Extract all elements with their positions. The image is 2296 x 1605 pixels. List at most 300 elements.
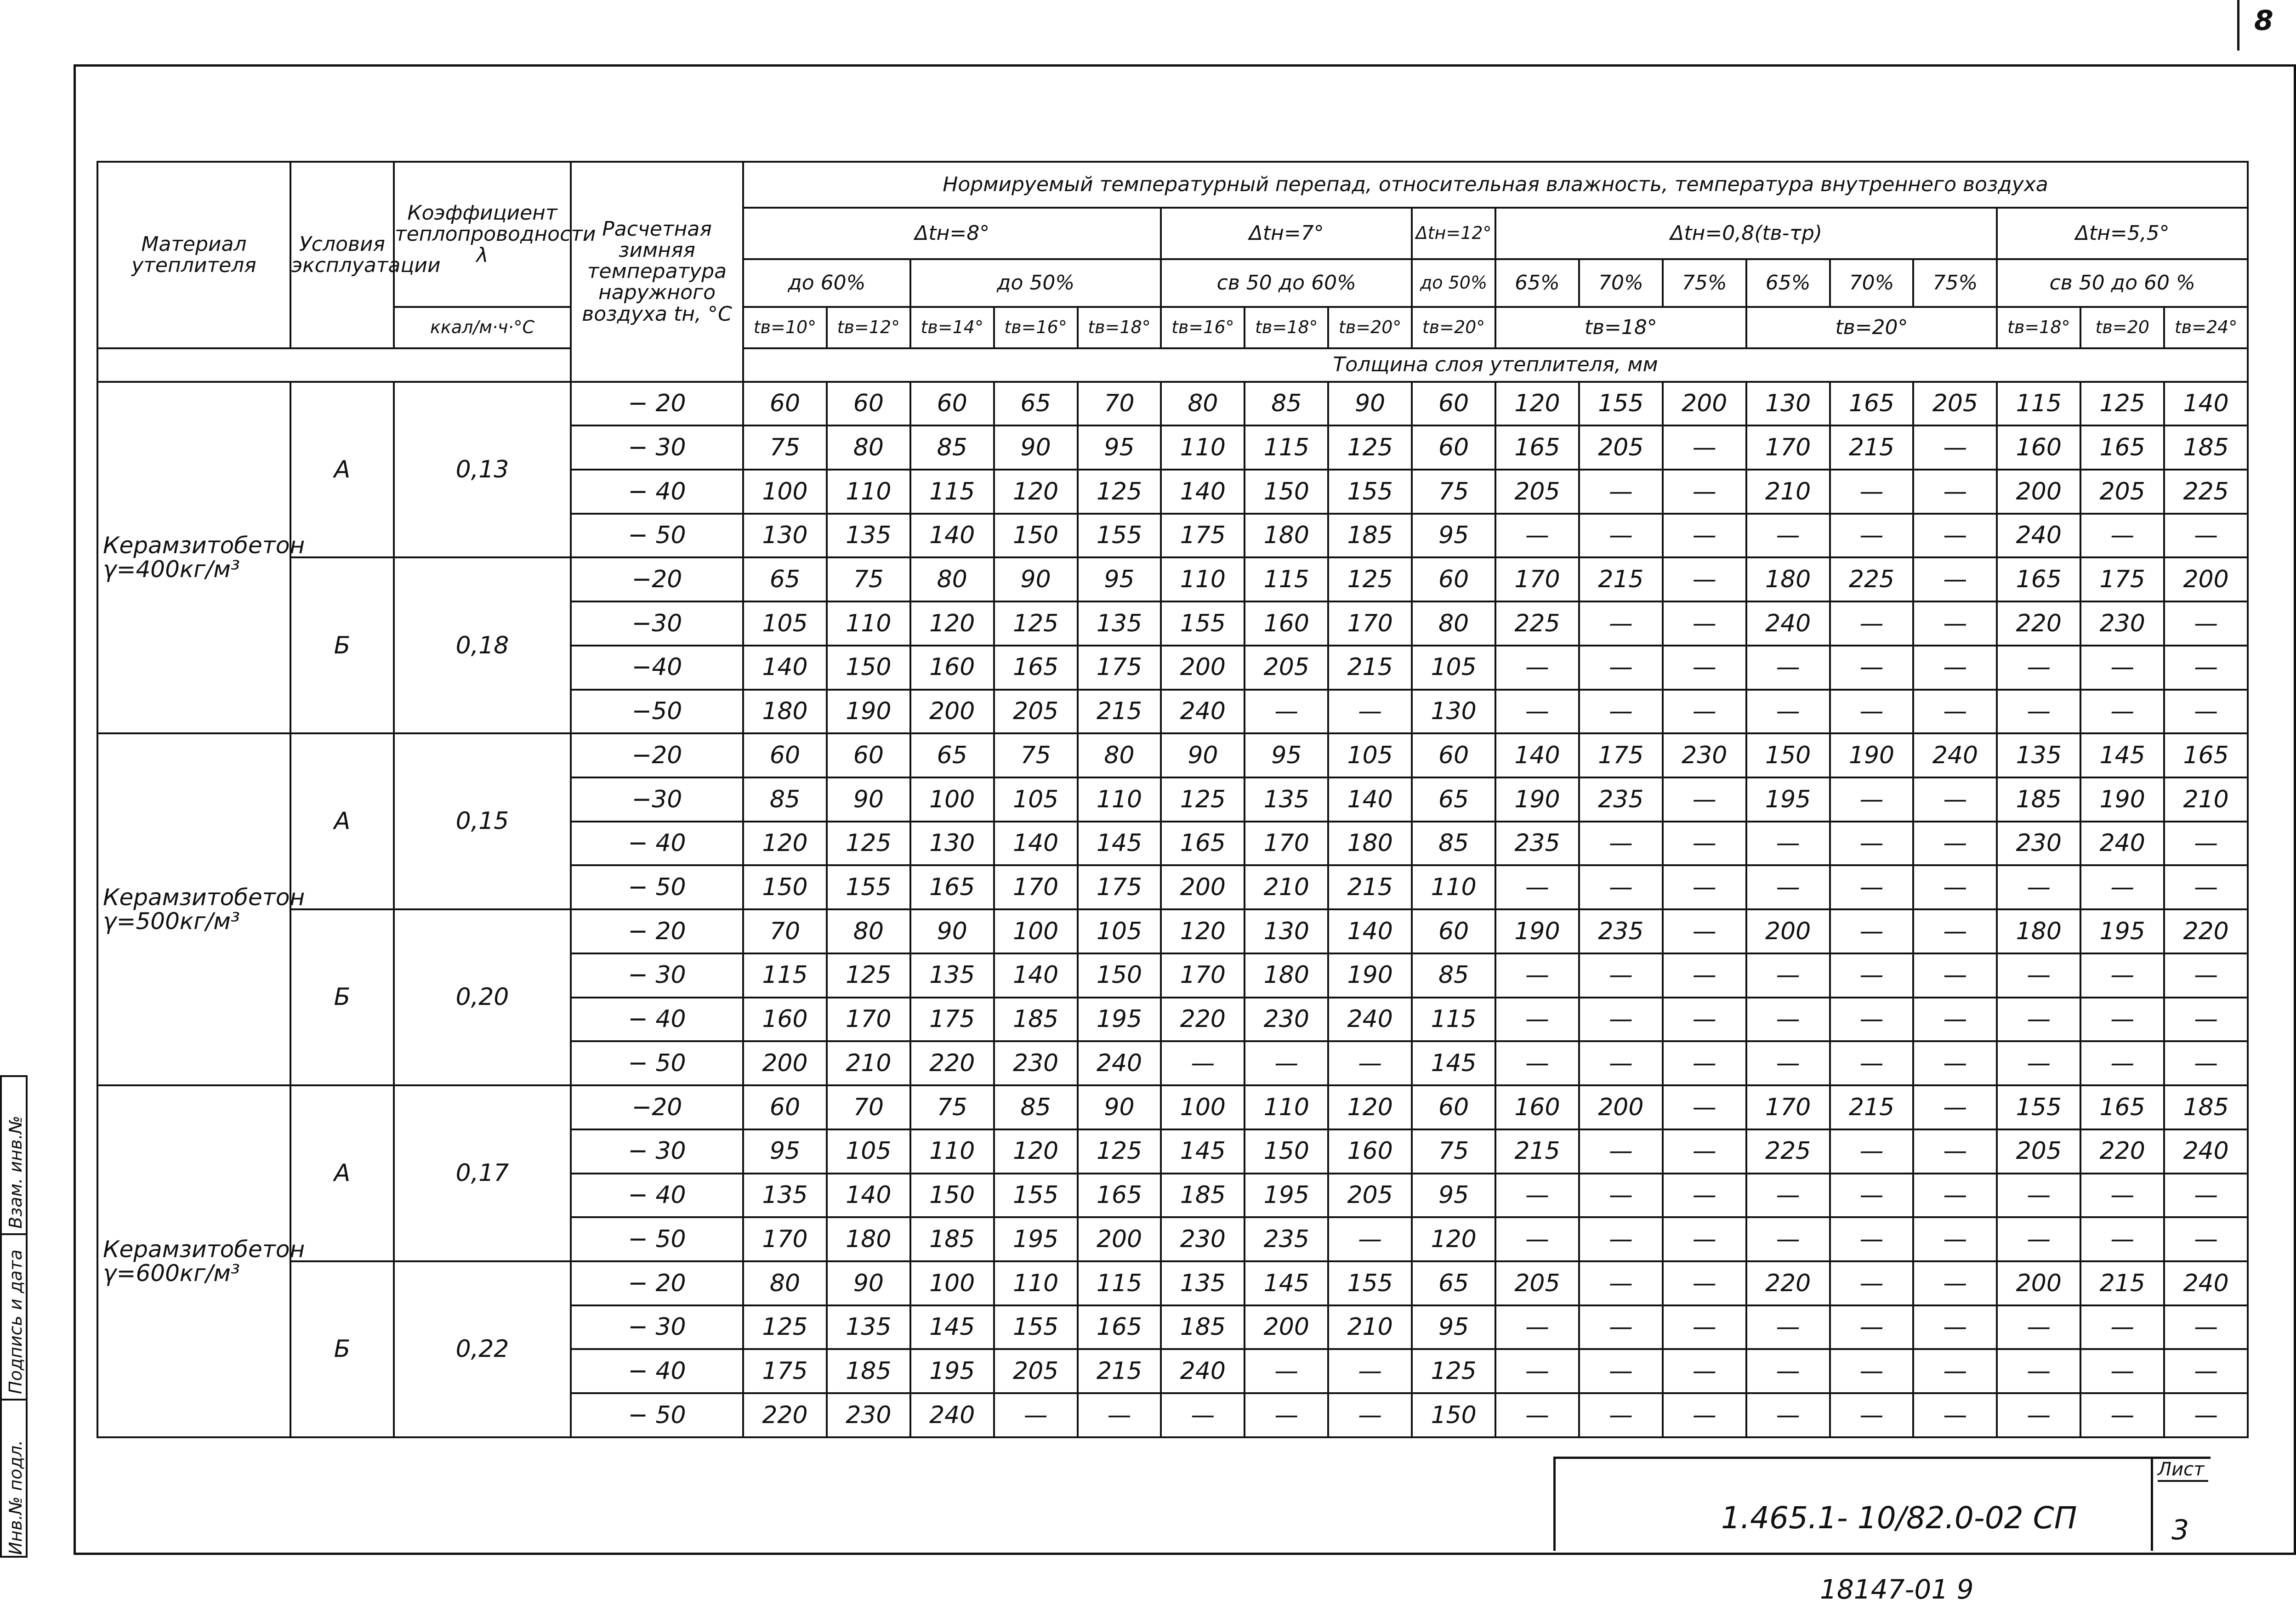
thickness-cell: 100 <box>994 909 1078 953</box>
thickness-cell: 140 <box>827 1174 910 1218</box>
thickness-cell: 90 <box>1328 382 1412 426</box>
thickness-cell: 110 <box>1161 557 1245 601</box>
thickness-cell: — <box>1579 1217 1663 1261</box>
thickness-cell: — <box>1830 470 1914 514</box>
thickness-cell: 215 <box>1078 1349 1161 1393</box>
thickness-cell: 145 <box>1161 1129 1245 1174</box>
thickness-cell: 125 <box>994 601 1078 646</box>
thickness-cell: 125 <box>1412 1349 1495 1393</box>
thickness-cell: 165 <box>1161 822 1245 866</box>
thickness-cell: 140 <box>994 953 1078 998</box>
top-edge-line <box>2237 0 2239 51</box>
thickness-cell: 90 <box>994 557 1078 601</box>
thickness-cell: — <box>1663 865 1746 909</box>
thickness-cell: — <box>2080 1041 2164 1085</box>
thickness-cell: — <box>1997 865 2080 909</box>
design-temperature: − 40 <box>571 1349 743 1393</box>
conductivity-value: 0,20 <box>394 909 571 1085</box>
thickness-cell: — <box>1579 998 1663 1042</box>
thickness-cell: 240 <box>1161 690 1245 734</box>
thickness-cell: 140 <box>1161 470 1245 514</box>
operating-condition: А <box>290 382 394 558</box>
thickness-cell: — <box>1579 822 1663 866</box>
thickness-cell: — <box>1663 1129 1746 1174</box>
thickness-cell: — <box>1830 1261 1914 1305</box>
thickness-cell: 125 <box>1328 425 1412 470</box>
thickness-cell: — <box>2164 646 2248 690</box>
thickness-cell: 175 <box>1078 646 1161 690</box>
thickness-cell: — <box>1830 1174 1914 1218</box>
thickness-cell: 140 <box>1328 909 1412 953</box>
thickness-cell: 215 <box>2080 1261 2164 1305</box>
thickness-cell: 125 <box>1078 1129 1161 1174</box>
thickness-cell: 65 <box>1412 777 1495 822</box>
thickness-cell: — <box>1579 1129 1663 1174</box>
thickness-cell: 210 <box>1245 865 1328 909</box>
thickness-cell: 60 <box>910 382 994 426</box>
thickness-cell: 120 <box>994 470 1078 514</box>
thickness-cell: 240 <box>1161 1349 1245 1393</box>
thickness-cell: — <box>1328 1393 1412 1437</box>
humidity-75a: 75% <box>1663 259 1746 307</box>
thickness-cell: — <box>1328 1349 1412 1393</box>
thickness-cell: 205 <box>994 1349 1078 1393</box>
thickness-cell: 160 <box>910 646 994 690</box>
thickness-cell: 115 <box>1078 1261 1161 1305</box>
thickness-cell: — <box>2164 865 2248 909</box>
humidity-65b: 65% <box>1746 259 1830 307</box>
page-mark: 8 <box>2254 5 2273 37</box>
thickness-cell: — <box>1663 601 1746 646</box>
thickness-cell: 60 <box>1412 382 1495 426</box>
thickness-cell: — <box>2080 690 2164 734</box>
thickness-cell: — <box>1579 470 1663 514</box>
thickness-cell: 160 <box>1328 1129 1412 1174</box>
conductivity-value: 0,15 <box>394 733 571 909</box>
thickness-cell: — <box>1913 470 1997 514</box>
thickness-cell: 125 <box>743 1305 827 1350</box>
sheet-number: 3 <box>2171 1514 2189 1546</box>
thickness-cell: — <box>1495 998 1579 1042</box>
thickness-cell: 60 <box>743 1085 827 1129</box>
table-row <box>97 733 2248 777</box>
thickness-cell: — <box>1663 1261 1746 1305</box>
thickness-cell: — <box>2080 646 2164 690</box>
thickness-cell: 240 <box>910 1393 994 1437</box>
thickness-cell: — <box>1161 1393 1245 1437</box>
temp-col-8: tв=20° <box>1328 307 1412 348</box>
thickness-cell: 185 <box>2164 425 2248 470</box>
header-coefficient-text: Коэффициент теплопроводности <box>395 201 596 246</box>
thickness-cell: 95 <box>1412 1305 1495 1350</box>
thickness-cell: 105 <box>1078 909 1161 953</box>
thickness-cell: 205 <box>2080 470 2164 514</box>
thickness-cell: — <box>1579 1174 1663 1218</box>
thickness-cell: 170 <box>827 998 910 1042</box>
thickness-cell: 220 <box>2164 909 2248 953</box>
thickness-cell: 105 <box>743 601 827 646</box>
thickness-cell: 70 <box>827 1085 910 1129</box>
thickness-cell: 105 <box>1412 646 1495 690</box>
thickness-cell: 60 <box>827 733 910 777</box>
thickness-cell: 135 <box>1245 777 1328 822</box>
thickness-cell: — <box>1663 514 1746 558</box>
thickness-cell: 215 <box>1830 425 1914 470</box>
design-temperature: −20 <box>571 557 743 601</box>
operating-condition: А <box>290 1085 394 1261</box>
thickness-cell: 230 <box>2080 601 2164 646</box>
thickness-cell: 230 <box>1161 1217 1245 1261</box>
group-dt12: Δtн=12° <box>1412 208 1495 259</box>
thickness-cell: 145 <box>1245 1261 1328 1305</box>
thickness-cell: 185 <box>827 1349 910 1393</box>
thickness-cell: — <box>1913 1085 1997 1129</box>
thickness-cell: — <box>1830 690 1914 734</box>
thickness-cell: — <box>2080 1217 2164 1261</box>
thickness-cell: 215 <box>1495 1129 1579 1174</box>
humidity-50: до 50% <box>910 259 1161 307</box>
thickness-cell: 210 <box>1328 1305 1412 1350</box>
thickness-cell: — <box>1746 690 1830 734</box>
thickness-cell: 200 <box>1078 1217 1161 1261</box>
thickness-cell: — <box>1495 1393 1579 1437</box>
thickness-cell: — <box>1830 514 1914 558</box>
thickness-cell: 150 <box>910 1174 994 1218</box>
thickness-cell: 90 <box>994 425 1078 470</box>
thickness-cell: 190 <box>2080 777 2164 822</box>
thickness-cell: 90 <box>1161 733 1245 777</box>
thickness-cell: 85 <box>1412 822 1495 866</box>
conductivity-value: 0,17 <box>394 1085 571 1261</box>
thickness-cell: 125 <box>1078 470 1161 514</box>
thickness-cell: — <box>994 1393 1078 1437</box>
thickness-cell: 215 <box>1328 646 1412 690</box>
humidity-70b: 70% <box>1830 259 1914 307</box>
thickness-cell: 220 <box>743 1393 827 1437</box>
thickness-cell: — <box>1245 1393 1328 1437</box>
thickness-cell: 110 <box>827 601 910 646</box>
thickness-cell: 165 <box>1078 1305 1161 1350</box>
thickness-cell: — <box>1746 646 1830 690</box>
material-name: Керамзитобетон γ=600кг/м³ <box>97 1085 290 1437</box>
thickness-cell: — <box>1746 865 1830 909</box>
thickness-cell: 165 <box>2164 733 2248 777</box>
thickness-cell: — <box>2164 1305 2248 1350</box>
thickness-cell: 85 <box>1245 382 1328 426</box>
thickness-cell: — <box>1746 822 1830 866</box>
thickness-cell: 200 <box>2164 557 2248 601</box>
thickness-cell: 200 <box>1997 1261 2080 1305</box>
thickness-cell: 220 <box>2080 1129 2164 1174</box>
thickness-cell: 120 <box>994 1129 1078 1174</box>
thickness-cell: 95 <box>1078 425 1161 470</box>
thickness-cell: 175 <box>910 998 994 1042</box>
thickness-cell: — <box>1579 1349 1663 1393</box>
thickness-cell: — <box>1913 1305 1997 1350</box>
thickness-cell: 165 <box>910 865 994 909</box>
thickness-cell: 80 <box>743 1261 827 1305</box>
thickness-cell: 130 <box>1746 382 1830 426</box>
thickness-cell: 155 <box>1161 601 1245 646</box>
thickness-cell: 170 <box>1746 425 1830 470</box>
thickness-cell: — <box>1913 1217 1997 1261</box>
thickness-cell: — <box>1830 777 1914 822</box>
thickness-cell: 125 <box>1328 557 1412 601</box>
thickness-cell: — <box>1830 822 1914 866</box>
thickness-cell: 155 <box>1328 470 1412 514</box>
thickness-cell: 70 <box>743 909 827 953</box>
thickness-cell: 75 <box>743 425 827 470</box>
thickness-cell: 165 <box>994 646 1078 690</box>
coef-unit: ккал/м·ч·°С <box>394 307 571 348</box>
thickness-cell: 95 <box>1412 514 1495 558</box>
thickness-cell: 110 <box>1412 865 1495 909</box>
thickness-cell: 75 <box>994 733 1078 777</box>
table-row <box>97 1261 2248 1305</box>
thickness-cell: 155 <box>1579 382 1663 426</box>
thickness-cell: 205 <box>1495 470 1579 514</box>
design-temperature: −40 <box>571 646 743 690</box>
thickness-cell: 120 <box>743 822 827 866</box>
thickness-cell: 140 <box>994 822 1078 866</box>
thickness-cell: — <box>1913 601 1997 646</box>
thickness-cell: 240 <box>1746 601 1830 646</box>
thickness-cell: 120 <box>1412 1217 1495 1261</box>
temp-col-10: tв=18° <box>1495 307 1746 348</box>
design-temperature: − 40 <box>571 822 743 866</box>
thickness-cell: — <box>1663 470 1746 514</box>
conductivity-value: 0,18 <box>394 557 571 733</box>
thickness-cell: 130 <box>1412 690 1495 734</box>
temp-col-2: tв=12° <box>827 307 910 348</box>
thickness-cell: 165 <box>2080 1085 2164 1129</box>
header-conditions: Условия эксплуатации <box>290 162 394 348</box>
thickness-cell: — <box>2164 1393 2248 1437</box>
thickness-cell: 235 <box>1245 1217 1328 1261</box>
thickness-cell: — <box>2080 953 2164 998</box>
thickness-cell: 115 <box>1245 557 1328 601</box>
thickness-cell: 230 <box>994 1041 1078 1085</box>
thickness-cell: 175 <box>1078 865 1161 909</box>
thickness-cell: 225 <box>1495 601 1579 646</box>
conductivity-value: 0,13 <box>394 382 571 558</box>
thickness-cell: 65 <box>994 382 1078 426</box>
thickness-cell: — <box>1579 1261 1663 1305</box>
thickness-cell: 175 <box>2080 557 2164 601</box>
thickness-cell: 135 <box>1161 1261 1245 1305</box>
thickness-cell: 115 <box>1245 425 1328 470</box>
thickness-cell: — <box>2164 690 2248 734</box>
thickness-cell: — <box>1997 646 2080 690</box>
thickness-cell: 185 <box>1161 1174 1245 1218</box>
thickness-cell: — <box>1161 1041 1245 1085</box>
design-temperature: − 30 <box>571 953 743 998</box>
thickness-cell: — <box>1746 1041 1830 1085</box>
header-spacer <box>97 348 571 382</box>
thickness-cell: 110 <box>994 1261 1078 1305</box>
thickness-cell: 205 <box>1913 382 1997 426</box>
thickness-cell: — <box>1663 998 1746 1042</box>
thickness-cell: 195 <box>1245 1174 1328 1218</box>
thickness-cell: — <box>1913 1129 1997 1174</box>
thickness-cell: 140 <box>743 646 827 690</box>
thickness-cell: 210 <box>827 1041 910 1085</box>
thickness-cell: 65 <box>910 733 994 777</box>
thickness-cell: 85 <box>910 425 994 470</box>
thickness-cell: 60 <box>1412 733 1495 777</box>
thickness-cell: 75 <box>910 1085 994 1129</box>
thickness-cell: — <box>1579 601 1663 646</box>
design-temperature: −30 <box>571 777 743 822</box>
humidity-50-60b: св 50 до 60 % <box>1997 259 2248 307</box>
thickness-cell: — <box>1830 646 1914 690</box>
thickness-cell: 85 <box>1412 953 1495 998</box>
thickness-cell: — <box>1830 1393 1914 1437</box>
thickness-cell: 145 <box>1078 822 1161 866</box>
thickness-cell: 135 <box>827 514 910 558</box>
thickness-cell: — <box>2080 1174 2164 1218</box>
thickness-cell: — <box>1663 557 1746 601</box>
thickness-cell: 115 <box>910 470 994 514</box>
temp-col-11: tв=20° <box>1746 307 1997 348</box>
thickness-cell: 90 <box>1078 1085 1161 1129</box>
humidity-65a: 65% <box>1495 259 1579 307</box>
thickness-cell: 200 <box>1161 865 1245 909</box>
thickness-cell: — <box>1495 1349 1579 1393</box>
table-row <box>97 557 2248 601</box>
design-temperature: − 40 <box>571 998 743 1042</box>
thickness-cell: 120 <box>1161 909 1245 953</box>
header-material: Материал утеплителя <box>97 162 290 348</box>
thickness-cell: — <box>1663 1174 1746 1218</box>
thickness-cell: 215 <box>1579 557 1663 601</box>
thickness-cell: 235 <box>1579 909 1663 953</box>
header-lambda: λ <box>476 244 489 267</box>
thickness-cell: 180 <box>827 1217 910 1261</box>
thickness-cell: — <box>1579 1393 1663 1437</box>
document-code: 1.465.1- 10/82.0-02 СП <box>1721 1500 2077 1536</box>
thickness-cell: 135 <box>910 953 994 998</box>
thickness-cell: — <box>1913 646 1997 690</box>
thickness-cell: 150 <box>1245 470 1328 514</box>
thickness-cell: 170 <box>1161 953 1245 998</box>
temp-col-13: tв=20 <box>2080 307 2164 348</box>
humidity-70a: 70% <box>1579 259 1663 307</box>
title-block <box>1553 1457 2211 1551</box>
thickness-cell: — <box>1830 1129 1914 1174</box>
thickness-cell: 185 <box>1997 777 2080 822</box>
thickness-cell: — <box>1913 865 1997 909</box>
thickness-cell: 60 <box>827 382 910 426</box>
thickness-cell: — <box>1663 1305 1746 1350</box>
archive-stamp: 18147-01 9 <box>1820 1574 1974 1605</box>
thickness-cell: — <box>1663 690 1746 734</box>
thickness-cell: 180 <box>1245 514 1328 558</box>
temp-col-9: tв=20° <box>1412 307 1495 348</box>
thickness-cell: 220 <box>1746 1261 1830 1305</box>
design-temperature: −20 <box>571 1085 743 1129</box>
design-temperature: − 20 <box>571 1261 743 1305</box>
thickness-cell: — <box>1663 777 1746 822</box>
thickness-cell: — <box>1913 425 1997 470</box>
thickness-cell: 105 <box>1328 733 1412 777</box>
thickness-cell: — <box>1663 425 1746 470</box>
thickness-cell: 195 <box>910 1349 994 1393</box>
thickness-cell: 240 <box>1913 733 1997 777</box>
thickness-cell: 200 <box>910 690 994 734</box>
thickness-cell: 165 <box>1495 425 1579 470</box>
thickness-cell: — <box>1913 1393 1997 1437</box>
thickness-cell: 125 <box>2080 382 2164 426</box>
group-dt-formula: Δtн=0,8(tв-τр) <box>1495 208 1997 259</box>
strip-signature-label: Подпись и дата <box>6 1249 26 1394</box>
thickness-cell: 110 <box>1161 425 1245 470</box>
thickness-cell: — <box>1663 646 1746 690</box>
design-temperature: − 30 <box>571 1305 743 1350</box>
humidity-50-60: св 50 до 60% <box>1161 259 1412 307</box>
thickness-cell: — <box>1495 1305 1579 1350</box>
thickness-cell: 60 <box>1412 909 1495 953</box>
thickness-cell: 190 <box>1495 777 1579 822</box>
thickness-cell: — <box>1913 1261 1997 1305</box>
thickness-cell: 70 <box>1078 382 1161 426</box>
thickness-cell: 205 <box>994 690 1078 734</box>
design-temperature: −30 <box>571 601 743 646</box>
thickness-cell: 95 <box>1245 733 1328 777</box>
temp-col-4: tв=16° <box>994 307 1078 348</box>
table-row <box>97 909 2248 953</box>
thickness-cell: 200 <box>1746 909 1830 953</box>
thickness-cell: 205 <box>1495 1261 1579 1305</box>
thickness-cell: 120 <box>910 601 994 646</box>
operating-condition: А <box>290 733 394 909</box>
thickness-cell: — <box>1830 601 1914 646</box>
thickness-cell: 170 <box>1495 557 1579 601</box>
thickness-cell: — <box>1913 1174 1997 1218</box>
thickness-cell: 80 <box>1078 733 1161 777</box>
thickness-cell: 105 <box>827 1129 910 1174</box>
thickness-cell: 135 <box>743 1174 827 1218</box>
thickness-cell: 235 <box>1495 822 1579 866</box>
thickness-cell: — <box>1746 1217 1830 1261</box>
thickness-cell: — <box>1746 998 1830 1042</box>
thickness-cell: 240 <box>1078 1041 1161 1085</box>
thickness-cell: 220 <box>910 1041 994 1085</box>
thickness-cell: — <box>1830 865 1914 909</box>
thickness-cell: 170 <box>743 1217 827 1261</box>
thickness-cell: — <box>2164 1174 2248 1218</box>
thickness-cell: — <box>1579 514 1663 558</box>
thickness-cell: — <box>2080 514 2164 558</box>
thickness-cell: 80 <box>827 425 910 470</box>
operating-condition: Б <box>290 1261 394 1437</box>
design-temperature: − 40 <box>571 1174 743 1218</box>
thickness-cell: 115 <box>1412 998 1495 1042</box>
thickness-cell: 110 <box>827 470 910 514</box>
thickness-cell: 65 <box>1412 1261 1495 1305</box>
thickness-cell: 170 <box>1328 601 1412 646</box>
operating-condition: Б <box>290 557 394 733</box>
temp-col-5: tв=18° <box>1078 307 1161 348</box>
thickness-cell: 85 <box>994 1085 1078 1129</box>
humidity-50b: до 50% <box>1412 259 1495 307</box>
thickness-cell: 160 <box>1245 601 1328 646</box>
thickness-cell: 160 <box>1495 1085 1579 1129</box>
thickness-cell: 150 <box>1245 1129 1328 1174</box>
thickness-cell: — <box>1663 1393 1746 1437</box>
thickness-cell: — <box>1997 1349 2080 1393</box>
thickness-cell: 175 <box>743 1349 827 1393</box>
